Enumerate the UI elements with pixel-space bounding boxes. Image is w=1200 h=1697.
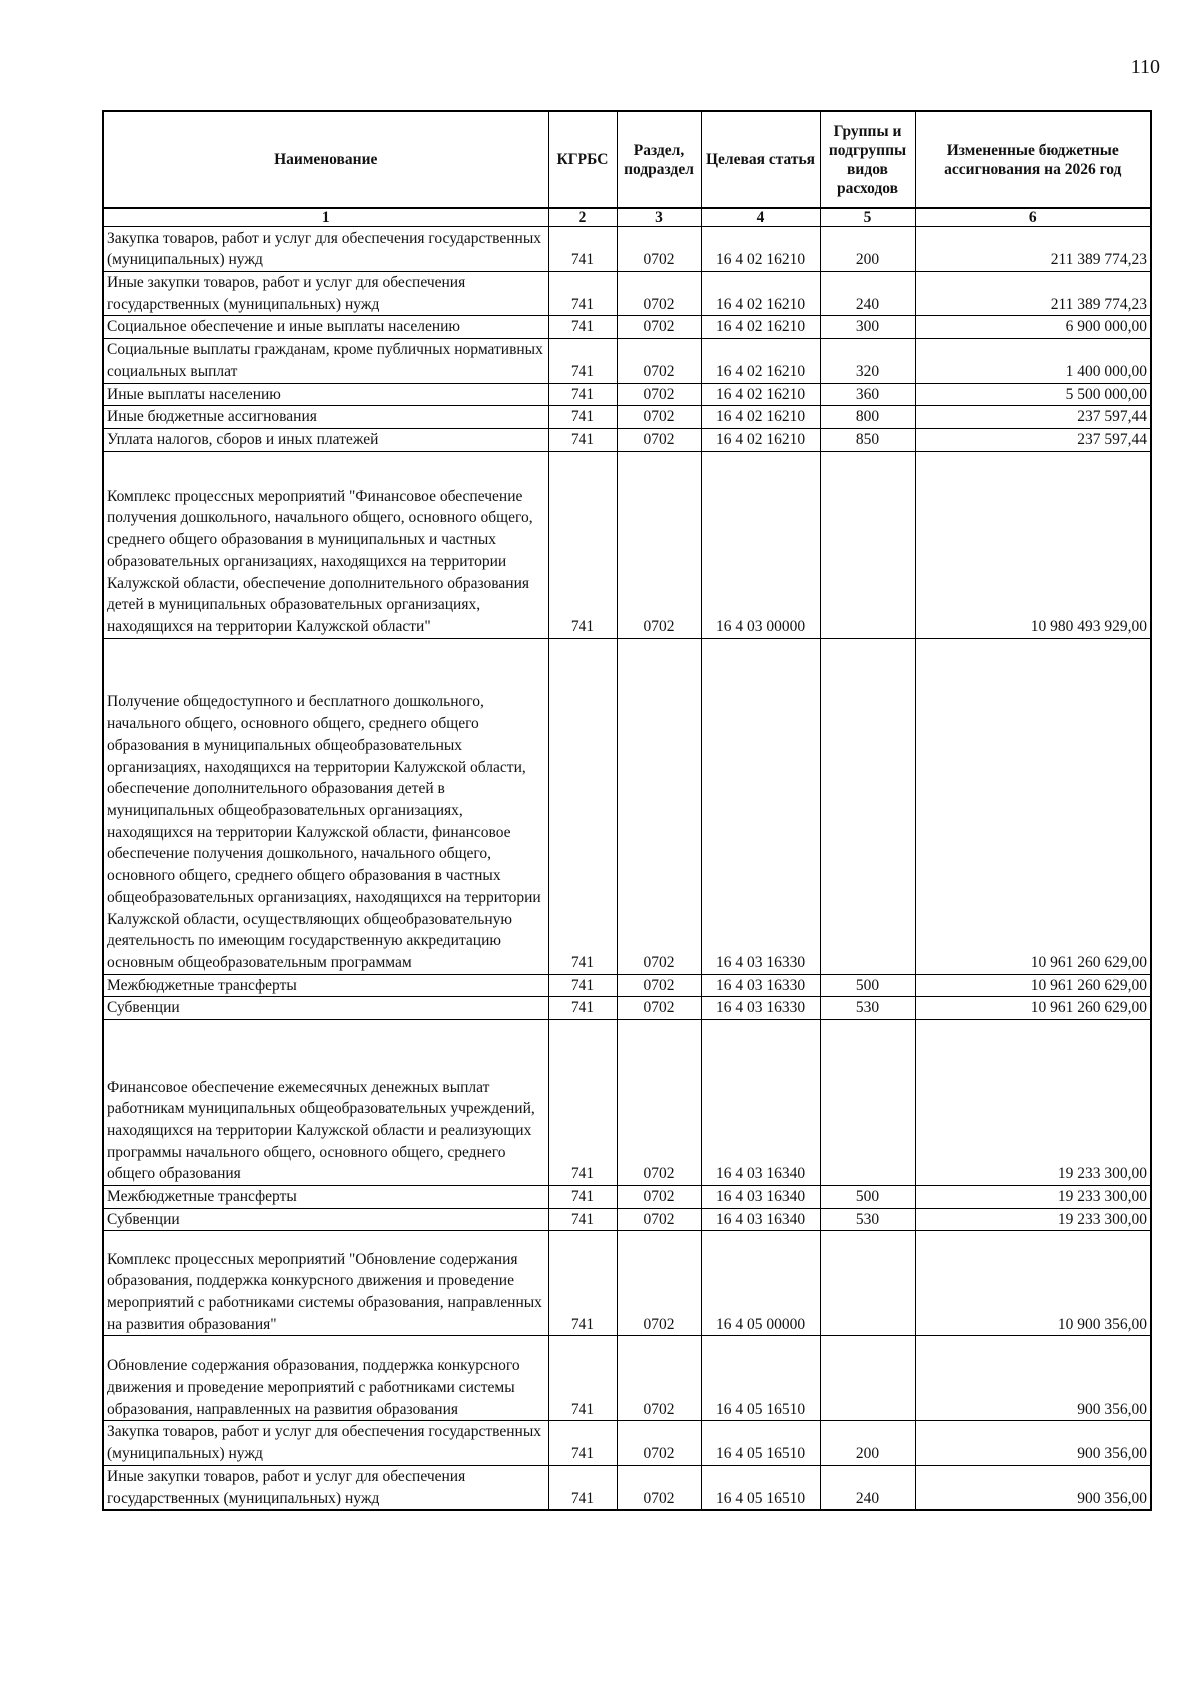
table-row bbox=[103, 1465, 1151, 1510]
table-row bbox=[103, 383, 1151, 406]
table-row bbox=[103, 451, 1151, 638]
column-header-name: Наименование bbox=[103, 111, 548, 208]
column-number: 1 bbox=[103, 208, 548, 227]
cell-target-article: 16 4 03 16340 bbox=[701, 1208, 820, 1231]
cell-amount: 10 961 260 629,00 bbox=[915, 997, 1151, 1020]
cell-amount: 10 900 356,00 bbox=[915, 1231, 1151, 1336]
column-number-row bbox=[103, 208, 1151, 227]
table-row bbox=[103, 1421, 1151, 1465]
cell-name: Межбюджетные трансферты bbox=[103, 974, 548, 997]
cell-kgrbs: 741 bbox=[548, 1208, 617, 1231]
cell-target-article: 16 4 02 16210 bbox=[701, 406, 820, 429]
column-number: 6 bbox=[915, 208, 1151, 227]
cell-razdel: 0702 bbox=[617, 451, 701, 638]
cell-razdel: 0702 bbox=[617, 1465, 701, 1510]
cell-kgrbs: 741 bbox=[548, 339, 617, 383]
cell-amount: 19 233 300,00 bbox=[915, 1020, 1151, 1186]
table-row bbox=[103, 1336, 1151, 1421]
cell-kgrbs: 741 bbox=[548, 1186, 617, 1209]
cell-name: Субвенции bbox=[103, 997, 548, 1020]
cell-amount: 900 356,00 bbox=[915, 1465, 1151, 1510]
cell-amount: 900 356,00 bbox=[915, 1421, 1151, 1465]
column-header-amount: Измененные бюджетные ассигнования на 2026 год bbox=[915, 111, 1151, 208]
cell-kgrbs: 741 bbox=[548, 974, 617, 997]
cell-kgrbs: 741 bbox=[548, 227, 617, 272]
cell-name: Уплата налогов, сборов и иных платежей bbox=[103, 428, 548, 451]
cell-target-article: 16 4 02 16210 bbox=[701, 272, 820, 316]
table-row bbox=[103, 1020, 1151, 1186]
cell-kgrbs: 741 bbox=[548, 406, 617, 429]
cell-name: Иные закупки товаров, работ и услуг для обеспечения государственных (муниципальных) нужд bbox=[103, 1465, 548, 1510]
cell-razdel: 0702 bbox=[617, 406, 701, 429]
cell-razdel: 0702 bbox=[617, 974, 701, 997]
column-number: 5 bbox=[820, 208, 915, 227]
table-row bbox=[103, 428, 1151, 451]
cell-target-article: 16 4 03 16330 bbox=[701, 974, 820, 997]
cell-razdel: 0702 bbox=[617, 1421, 701, 1465]
cell-kgrbs: 741 bbox=[548, 1421, 617, 1465]
cell-target-article: 16 4 02 16210 bbox=[701, 316, 820, 339]
cell-name: Межбюджетные трансферты bbox=[103, 1186, 548, 1209]
cell-name: Субвенции bbox=[103, 1208, 548, 1231]
cell-target-article: 16 4 02 16210 bbox=[701, 383, 820, 406]
cell-target-article: 16 4 03 00000 bbox=[701, 451, 820, 638]
cell-name: Социальные выплаты гражданам, кроме публичных нормативных социальных выплат bbox=[103, 339, 548, 383]
cell-amount: 1 400 000,00 bbox=[915, 339, 1151, 383]
cell-expense-group: 530 bbox=[820, 1208, 915, 1231]
cell-razdel: 0702 bbox=[617, 1208, 701, 1231]
cell-amount: 10 961 260 629,00 bbox=[915, 638, 1151, 974]
cell-razdel: 0702 bbox=[617, 1336, 701, 1421]
cell-target-article: 16 4 03 16340 bbox=[701, 1186, 820, 1209]
cell-razdel: 0702 bbox=[617, 1020, 701, 1186]
table-row bbox=[103, 1231, 1151, 1336]
cell-expense-group bbox=[820, 1020, 915, 1186]
cell-expense-group: 200 bbox=[820, 1421, 915, 1465]
cell-amount: 19 233 300,00 bbox=[915, 1208, 1151, 1231]
column-header-expense-groups: Группы и подгруппы видов расходов bbox=[820, 111, 915, 208]
column-header-target-article: Целевая статья bbox=[701, 111, 820, 208]
table-row bbox=[103, 1208, 1151, 1231]
cell-razdel: 0702 bbox=[617, 428, 701, 451]
cell-razdel: 0702 bbox=[617, 339, 701, 383]
cell-expense-group: 530 bbox=[820, 997, 915, 1020]
cell-razdel: 0702 bbox=[617, 638, 701, 974]
cell-razdel: 0702 bbox=[617, 227, 701, 272]
cell-name: Иные бюджетные ассигнования bbox=[103, 406, 548, 429]
cell-name: Иные выплаты населению bbox=[103, 383, 548, 406]
table-row bbox=[103, 997, 1151, 1020]
cell-amount: 211 389 774,23 bbox=[915, 272, 1151, 316]
cell-target-article: 16 4 03 16340 bbox=[701, 1020, 820, 1186]
cell-name: Социальное обеспечение и иные выплаты населению bbox=[103, 316, 548, 339]
table-row bbox=[103, 638, 1151, 974]
cell-kgrbs: 741 bbox=[548, 1231, 617, 1336]
cell-razdel: 0702 bbox=[617, 1186, 701, 1209]
cell-name: Закупка товаров, работ и услуг для обеспечения государственных (муниципальных) нужд bbox=[103, 227, 548, 272]
cell-target-article: 16 4 03 16330 bbox=[701, 997, 820, 1020]
cell-expense-group bbox=[820, 1231, 915, 1336]
cell-kgrbs: 741 bbox=[548, 1336, 617, 1421]
table-row bbox=[103, 316, 1151, 339]
cell-kgrbs: 741 bbox=[548, 428, 617, 451]
cell-name: Обновление содержания образования, поддержка конкурсного движения и проведение мероприятий с работниками системы образования, направленных на развития образования bbox=[103, 1336, 548, 1421]
cell-target-article: 16 4 02 16210 bbox=[701, 227, 820, 272]
header-row bbox=[103, 111, 1151, 208]
cell-expense-group: 300 bbox=[820, 316, 915, 339]
cell-kgrbs: 741 bbox=[548, 383, 617, 406]
table-header bbox=[103, 111, 1151, 227]
cell-amount: 237 597,44 bbox=[915, 406, 1151, 429]
cell-expense-group: 500 bbox=[820, 1186, 915, 1209]
cell-name: Комплекс процессных мероприятий "Обновление содержания образования, поддержка конкурсного движения и проведение мероприятий с работниками системы образования, направленных на развития образования" bbox=[103, 1231, 548, 1336]
cell-expense-group bbox=[820, 638, 915, 974]
table-row bbox=[103, 406, 1151, 429]
cell-expense-group: 200 bbox=[820, 227, 915, 272]
cell-target-article: 16 4 05 16510 bbox=[701, 1336, 820, 1421]
cell-target-article: 16 4 05 16510 bbox=[701, 1465, 820, 1510]
cell-amount: 10 961 260 629,00 bbox=[915, 974, 1151, 997]
table-row bbox=[103, 1186, 1151, 1209]
cell-expense-group bbox=[820, 451, 915, 638]
table-row bbox=[103, 339, 1151, 383]
cell-amount: 6 900 000,00 bbox=[915, 316, 1151, 339]
cell-kgrbs: 741 bbox=[548, 451, 617, 638]
cell-target-article: 16 4 02 16210 bbox=[701, 428, 820, 451]
column-number: 3 bbox=[617, 208, 701, 227]
cell-name: Получение общедоступного и бесплатного дошкольного, начального общего, основного общего, среднего общего образования в муниципальных общеобразовательных организациях, находящихся на территории Калужской области, обеспечение дополнительного образования детей в муниципальных общеобразовательных организациях, находящихся на территории Калужской области, финансовое обеспечение получения дошкольного, начального общего, основного общего, среднего общего образования в частных общеобразовательных организациях, находящихся на территории Калужской области, осуществляющих общеобразовательную деятельность по имеющим государственную аккредитацию основным общеобразовательным программам bbox=[103, 638, 548, 974]
cell-amount: 211 389 774,23 bbox=[915, 227, 1151, 272]
cell-target-article: 16 4 03 16330 bbox=[701, 638, 820, 974]
cell-expense-group: 320 bbox=[820, 339, 915, 383]
cell-name: Иные закупки товаров, работ и услуг для обеспечения государственных (муниципальных) нужд bbox=[103, 272, 548, 316]
cell-razdel: 0702 bbox=[617, 1231, 701, 1336]
cell-amount: 900 356,00 bbox=[915, 1336, 1151, 1421]
cell-kgrbs: 741 bbox=[548, 1465, 617, 1510]
page-number: 110 bbox=[1130, 56, 1160, 78]
cell-amount: 237 597,44 bbox=[915, 428, 1151, 451]
column-number: 2 bbox=[548, 208, 617, 227]
column-header-razdel: Раздел, подраздел bbox=[617, 111, 701, 208]
cell-razdel: 0702 bbox=[617, 316, 701, 339]
cell-amount: 5 500 000,00 bbox=[915, 383, 1151, 406]
cell-name: Комплекс процессных мероприятий "Финансовое обеспечение получения дошкольного, начального общего, основного общего, среднего общего образования в муниципальных и частных образовательных организациях, находящихся на территории Калужской области, обеспечение дополнительного образования детей в муниципальных образовательных организациях, находящихся на территории Калужской области" bbox=[103, 451, 548, 638]
cell-kgrbs: 741 bbox=[548, 316, 617, 339]
column-number: 4 bbox=[701, 208, 820, 227]
cell-target-article: 16 4 05 16510 bbox=[701, 1421, 820, 1465]
cell-target-article: 16 4 02 16210 bbox=[701, 339, 820, 383]
cell-expense-group bbox=[820, 1336, 915, 1421]
table-row bbox=[103, 272, 1151, 316]
cell-expense-group: 500 bbox=[820, 974, 915, 997]
cell-kgrbs: 741 bbox=[548, 1020, 617, 1186]
table-body bbox=[103, 227, 1151, 1511]
cell-razdel: 0702 bbox=[617, 272, 701, 316]
cell-expense-group: 240 bbox=[820, 272, 915, 316]
cell-expense-group: 360 bbox=[820, 383, 915, 406]
cell-kgrbs: 741 bbox=[548, 638, 617, 974]
cell-expense-group: 240 bbox=[820, 1465, 915, 1510]
cell-expense-group: 850 bbox=[820, 428, 915, 451]
cell-name: Финансовое обеспечение ежемесячных денежных выплат работникам муниципальных общеобразовательных учреждений, находящихся на территории Калужской области и реализующих программы начального общего, основного общего, среднего общего образования bbox=[103, 1020, 548, 1186]
table-row bbox=[103, 227, 1151, 272]
cell-amount: 19 233 300,00 bbox=[915, 1186, 1151, 1209]
cell-kgrbs: 741 bbox=[548, 997, 617, 1020]
cell-amount: 10 980 493 929,00 bbox=[915, 451, 1151, 638]
cell-razdel: 0702 bbox=[617, 997, 701, 1020]
cell-kgrbs: 741 bbox=[548, 272, 617, 316]
budget-table bbox=[102, 110, 1152, 1511]
column-header-kgrbs: КГРБС bbox=[548, 111, 617, 208]
cell-target-article: 16 4 05 00000 bbox=[701, 1231, 820, 1336]
cell-expense-group: 800 bbox=[820, 406, 915, 429]
cell-razdel: 0702 bbox=[617, 383, 701, 406]
cell-name: Закупка товаров, работ и услуг для обеспечения государственных (муниципальных) нужд bbox=[103, 1421, 548, 1465]
table-row bbox=[103, 974, 1151, 997]
